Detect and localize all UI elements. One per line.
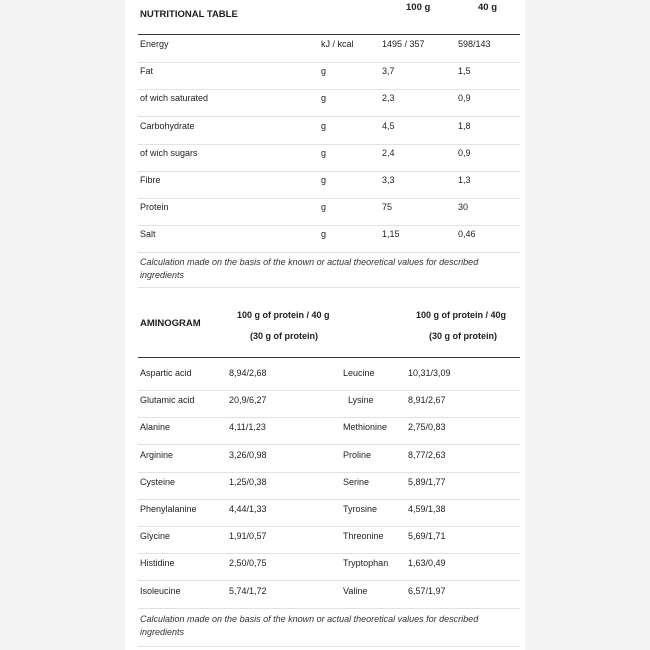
amino-right-name: Serine: [343, 476, 370, 487]
amino-right-name: Tryptophan: [343, 558, 389, 569]
amino-left-value: 20,9/6,27: [229, 395, 267, 406]
nutrition-row-per40: 30: [458, 202, 469, 213]
amino-right-value: 6,57/1,97: [408, 585, 446, 596]
aminogram-bottom-rule: [138, 646, 520, 647]
aminogram-header-rule: [138, 357, 520, 358]
nutrition-row-unit: kJ / kcal: [321, 39, 354, 49]
nutrition-row-per40: 1,8: [458, 120, 471, 131]
amino-row-divider: [138, 417, 520, 418]
amino-left-value: 5,74/1,72: [229, 585, 267, 596]
nutrition-row-unit: g: [321, 147, 327, 158]
amino-right-value: 4,59/1,38: [408, 504, 446, 514]
nutrition-row-name: of wich saturated: [140, 93, 209, 104]
amino-right-value: 5,89/1,77: [408, 476, 446, 487]
amino-left-name: Glutamic acid: [140, 395, 195, 406]
aminogram-col-header-2: 100 g of protein / 40g: [416, 310, 507, 320]
nutrition-row-name: Energy: [140, 39, 169, 49]
nutrition-row-per40: 0,9: [458, 93, 471, 104]
nutrition-row-per100: 2,3: [382, 93, 395, 104]
nutrition-row-unit: g: [321, 229, 327, 240]
nutrition-note: Calculation made on the basis of the known or actual theoretical values for described ingredients: [140, 257, 479, 280]
nutrition-title: NUTRITIONAL TABLE: [140, 9, 238, 20]
nutrition-row-unit: g: [321, 93, 327, 104]
amino-left-name: Phenylalanine: [140, 504, 197, 514]
nutrition-row-unit: g: [321, 202, 327, 213]
nutrition-row-name: of wich sugars: [140, 147, 198, 158]
nutrition-row-per100: 3,3: [382, 175, 395, 185]
nutrition-col-40g: 40 g: [478, 2, 498, 13]
aminogram-col-subheader-2: (30 g of protein): [429, 331, 497, 341]
nutrition-row-name: Salt: [140, 229, 156, 240]
amino-left-name: Arginine: [140, 449, 174, 460]
amino-left-value: 4,44/1,33: [229, 504, 267, 514]
amino-right-value: 10,31/3,09: [408, 368, 451, 378]
amino-left-value: 2,50/0,75: [229, 558, 267, 569]
amino-right-name: Proline: [343, 449, 372, 460]
nutrition-row-unit: g: [321, 120, 327, 131]
amino-left-name: Glycine: [140, 531, 171, 542]
amino-right-value: 2,75/0,83: [408, 422, 446, 433]
amino-left-value: 4,11/1,23: [229, 422, 266, 433]
nutrition-bottom-rule: [138, 287, 520, 288]
amino-row-divider: [138, 580, 520, 581]
amino-left-name: Alanine: [140, 422, 171, 433]
nutrition-row-per40: 0,9: [458, 147, 471, 158]
amino-right-name: Leucine: [343, 368, 375, 378]
amino-right-value: 8,77/2,63: [408, 449, 446, 460]
amino-right-name: Lysine: [348, 395, 374, 406]
nutrition-row-divider: [138, 252, 520, 253]
amino-left-value: 3,26/0,98: [229, 449, 267, 460]
nutrition-row-divider: [138, 89, 520, 90]
amino-row-divider: [138, 472, 520, 473]
nutrition-row-per40: 598/143: [458, 39, 491, 49]
nutrition-row-divider: [138, 198, 520, 199]
amino-right-name: Threonine: [343, 531, 384, 542]
aminogram-col-header-1: 100 g of protein / 40 g: [237, 310, 330, 320]
nutrition-row-per100: 2,4: [382, 147, 395, 158]
nutrition-row-name: Carbohydrate: [140, 120, 195, 131]
amino-left-name: Isoleucine: [140, 585, 181, 596]
nutrition-row-divider: [138, 144, 520, 145]
amino-row-divider: [138, 390, 520, 391]
nutrition-row-per100: 4,5: [382, 120, 395, 131]
amino-left-name: Cysteine: [140, 476, 176, 487]
nutrition-row-divider: [138, 171, 520, 172]
amino-row-divider: [138, 499, 520, 500]
nutrition-row-per100: 3,7: [382, 66, 395, 77]
nutrition-row-unit: g: [321, 66, 327, 77]
nutrition-row-per100: 1495 / 357: [382, 39, 425, 49]
amino-row-divider: [138, 526, 520, 527]
nutrition-row-per40: 1,3: [458, 175, 471, 185]
nutrition-row-per100: 75: [382, 202, 393, 213]
nutrition-row-name: Protein: [140, 202, 169, 213]
amino-row-divider: [138, 444, 520, 445]
amino-row-divider: [138, 608, 520, 609]
nutrition-row-divider: [138, 62, 520, 63]
amino-right-name: Tyrosine: [343, 504, 378, 514]
nutrition-row-per40: 1,5: [458, 66, 471, 77]
amino-right-name: Methionine: [343, 422, 388, 433]
amino-left-name: Aspartic acid: [140, 368, 192, 378]
amino-right-name: Valine: [343, 585, 368, 596]
nutrition-row-name: Fat: [140, 66, 154, 77]
nutrition-row-unit: g: [321, 175, 327, 185]
amino-right-value: 1,63/0,49: [408, 558, 446, 569]
nutrition-row-name: Fibre: [140, 175, 161, 185]
nutrition-row-per100: 1,15: [382, 229, 400, 240]
nutrition-header-rule: [138, 34, 520, 35]
nutrition-row-divider: [138, 116, 520, 117]
nutrition-row-per40: 0,46: [458, 229, 476, 240]
amino-right-value: 5,69/1,71: [408, 531, 446, 542]
aminogram-title: AMINOGRAM: [140, 318, 201, 329]
amino-left-value: 1,91/0,57: [229, 531, 267, 542]
amino-left-name: Histidine: [140, 558, 175, 569]
amino-right-value: 8,91/2,67: [408, 395, 446, 406]
aminogram-col-subheader-1: (30 g of protein): [250, 331, 318, 341]
nutrition-row-divider: [138, 225, 520, 226]
amino-row-divider: [138, 553, 520, 554]
amino-left-value: 8,94/2,68: [229, 368, 267, 378]
nutrition-col-100g: 100 g: [406, 2, 431, 13]
aminogram-note: Calculation made on the basis of the known or actual theoretical values for described ingredients: [140, 614, 479, 637]
amino-left-value: 1,25/0,38: [229, 476, 267, 487]
